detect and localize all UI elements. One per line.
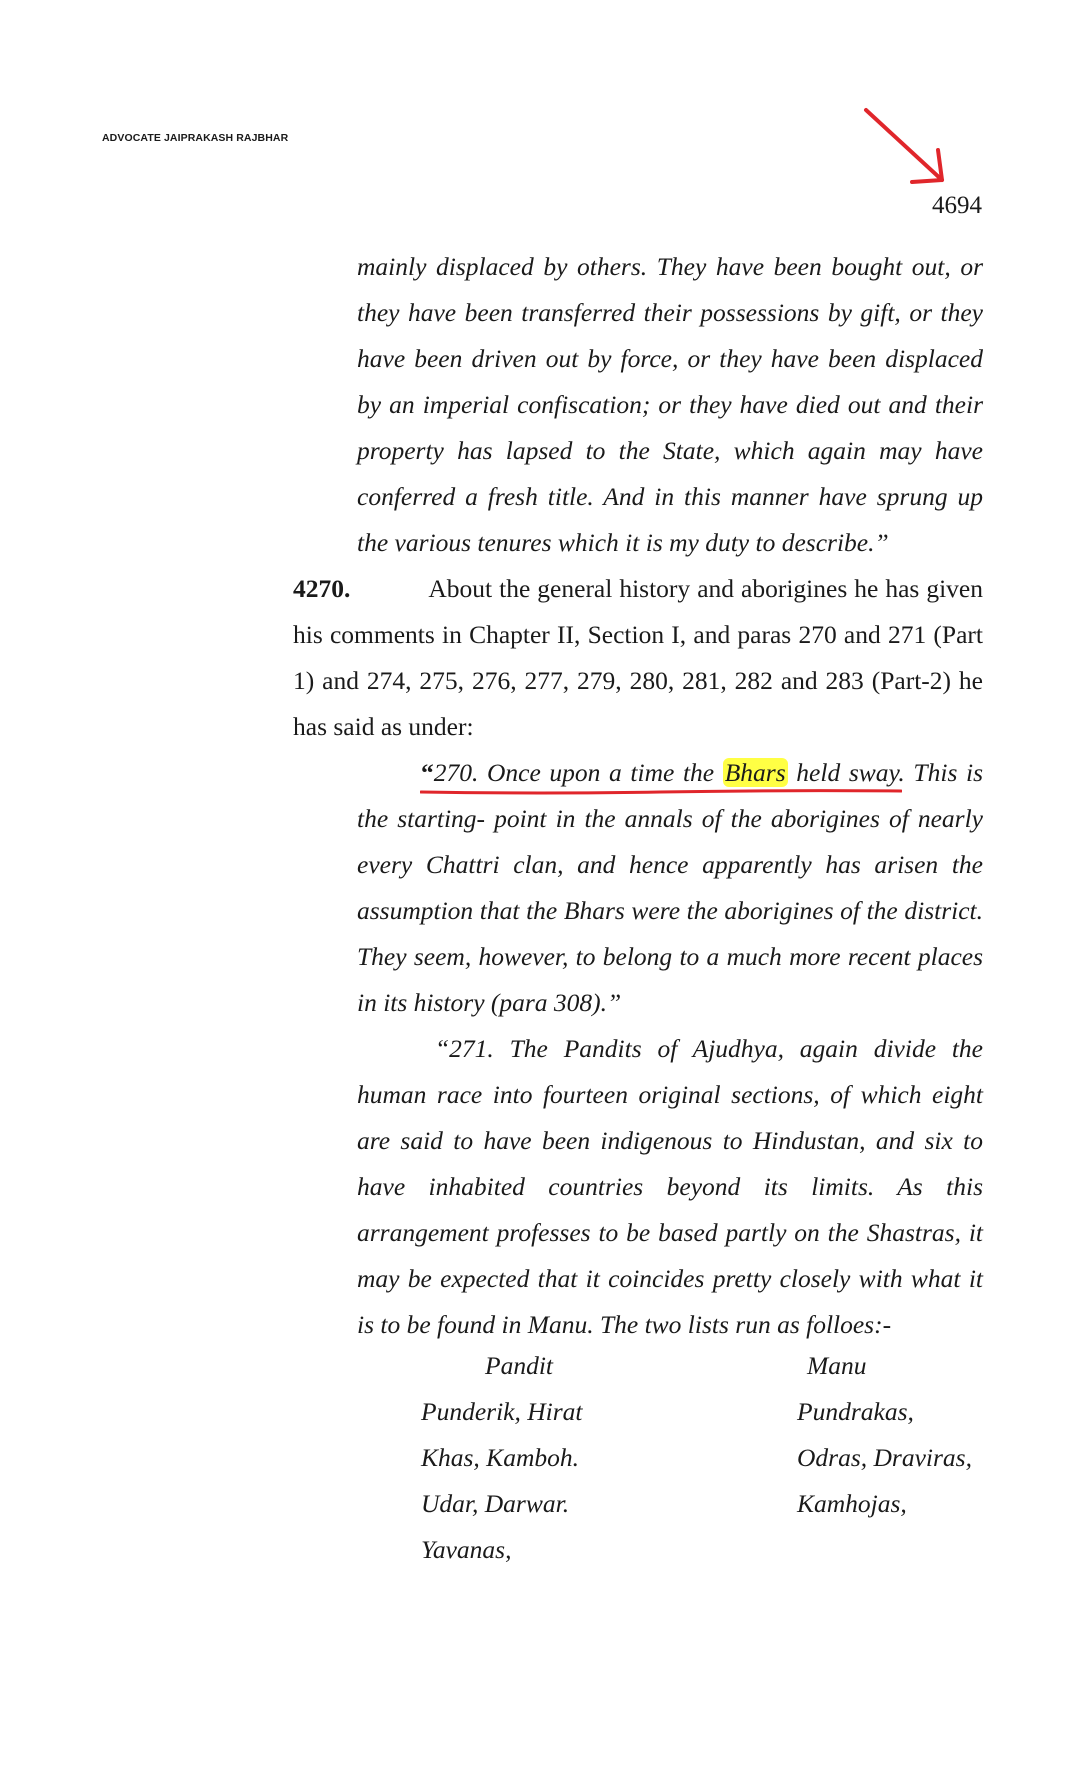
quote-continuation: mainly displaced by others. They have been bought out, or they have been transferred their possessions by gift, or they have been driven out by force, or they have been displaced by an imperial confiscation; or they have died out and their property has lapsed to the State, which again may have conferred a fresh title. And in this manner have sprung up the various tenures which it is my duty to describe.” [357,252,983,557]
highlighted-word: Bhars [724,758,786,787]
pandit-item: Punderik, Hirat [421,1397,583,1426]
pandit-item: Udar, Darwar. [421,1489,570,1518]
pandit-column [421,1343,582,1573]
paragraph-text: About the general history and aborigines he has given his comments in Chapter II, Section I, and paras 270 and 271 (Part 1) and 274, 275, 276, 277, 279, 280, 281, 282 and 283 (Part-2) he has said as under: [293,574,983,741]
quote-270-open-mark: “ [421,758,434,787]
quote-270-lead: 270. Once upon a time the [433,758,723,787]
paragraph-4270 [293,566,983,750]
pandit-item: Khas, Kamboh. [421,1443,579,1472]
manu-column [797,1343,972,1527]
paragraph-number: 4270. [293,574,351,603]
quote-270-rest: This is the starting- point in the annals of the aborigines of nearly every Chattri clan, and hence apparently has arisen the assumption that the Bhars were the aborigines of the district. They seem, however, to belong to a much more recent places in its history (para 308).” [357,758,983,1017]
red-arrow-annotation-icon [860,104,950,194]
pandit-heading: Pandit [485,1351,553,1380]
manu-heading: Manu [807,1351,867,1380]
manu-item: Kamhojas, [797,1489,907,1518]
quote-270-underlined: held sway. [787,758,905,787]
page-number: 4694 [932,192,982,219]
manu-item: Pundrakas, [797,1397,914,1426]
quote-271-text: “271. The Pandits of Ajudhya, again divide the human race into fourteen original sections, of which eight are said to have been indigenous to Hindustan, and six to have inhabited countries beyond its limits. As this arrangement professes to be based partly on the Shastras, it may be expected that it coincides pretty closely with what it is to be found in Manu. The two lists run as folloes:- [357,1034,983,1339]
author-header: ADVOCATE JAIPRAKASH RAJBHAR [102,132,289,144]
manu-item: Odras, Draviras, [797,1443,972,1472]
pandit-item: Yavanas, [421,1535,512,1564]
red-underline-annotation [420,789,902,795]
quote-271 [357,1026,983,1348]
